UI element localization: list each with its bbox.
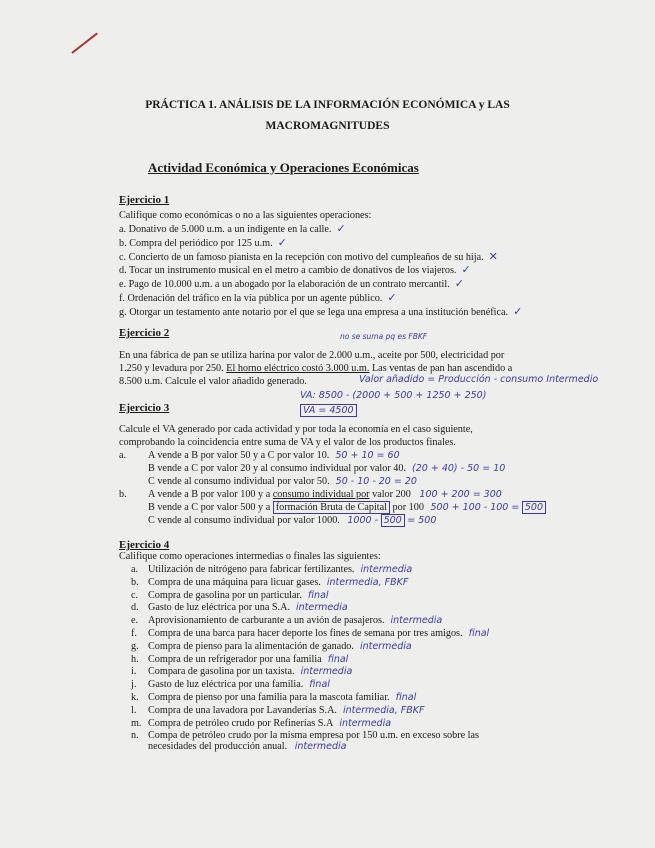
ej4-item-label: k. xyxy=(131,691,139,703)
list-item xyxy=(119,278,522,292)
list-item xyxy=(148,450,505,463)
ej4-item-label: h. xyxy=(131,653,139,665)
list-item xyxy=(131,564,489,577)
ej4-item-hw: final xyxy=(468,627,490,639)
ej3-a-text: A vende a B por valor 50 y a C por valor 10. xyxy=(148,450,330,461)
ej2-line3: 8.500 u.m. Calcule el valor añadido generado. xyxy=(119,376,307,387)
check-mark-icon: ✓ xyxy=(513,304,523,318)
ej3-b3-hw-a: 1000 - xyxy=(347,515,379,526)
check-mark-icon: ✓ xyxy=(277,235,287,249)
ej4-item-text: Compra de una barca para hacer deporte los fines de semana por tres amigos. xyxy=(148,627,463,639)
pencil-mark xyxy=(71,33,97,54)
ej2-line1 xyxy=(119,350,504,363)
ej4-n-cont-text: necesidades del producción anual. xyxy=(148,741,288,752)
ej1-item-text: g. Otorgar un testamento ante notario por el que se lega una empresa a una institución benéfica. xyxy=(119,306,509,318)
ej3-b2-hw: 500 + 100 - 100 = xyxy=(430,502,520,513)
ej1-item-text: b. Compra del periódico por 125 u.m. xyxy=(119,237,273,249)
ej4-item-text: Compra de gasolina por un particular. xyxy=(148,589,302,601)
ej1-item-text: e. Pago de 10.000 u.m. a un abogado por la elaboración de un contrato mercantil. xyxy=(119,279,450,291)
ej4-item-hw: intermedia xyxy=(296,602,348,614)
ej4-item-text: Compra de un refrigerador por una familia xyxy=(148,653,322,665)
ej4-item-hw: intermedia, FBKF xyxy=(326,576,409,588)
check-mark-icon: ✓ xyxy=(461,263,471,277)
list-item xyxy=(131,628,489,641)
ej3-b1-a: A vende a B por valor 100 y a xyxy=(148,489,273,500)
list-item xyxy=(131,679,489,692)
ej3-b3-hw-box: 500 xyxy=(381,514,405,527)
ej3-b2-boxed: formación Bruta de Capital xyxy=(273,501,390,514)
list-item xyxy=(131,654,489,667)
page-title-line2: MACROMAGNITUDES xyxy=(265,120,390,132)
ej1-item-text: d. Tocar un instrumento musical en el metro a cambio de donativos de los viajeros. xyxy=(119,265,457,277)
ej3-b2-hw-box: 500 xyxy=(522,501,546,514)
list-item xyxy=(131,641,489,654)
ej2-line1-b: de 2.000 u.m., aceite por 500, electricidad por xyxy=(317,350,505,361)
ej3-b1-b: valor 200 xyxy=(369,489,411,500)
check-mark-icon: ✓ xyxy=(454,277,464,291)
ej4-item-label: f. xyxy=(131,627,137,639)
ej3-a-hw: 50 - 10 - 20 = 20 xyxy=(335,475,417,487)
list-item xyxy=(119,264,522,278)
ej4-item-hw: final xyxy=(327,653,349,665)
ej2-note-top: no se suma pq es FBKF xyxy=(340,332,428,341)
list-item xyxy=(131,602,489,615)
ej3-b1-hw: 100 + 200 = 300 xyxy=(419,489,502,500)
ej1-item-text: f. Ordenación del tráfico en la vía pública por un agente público. xyxy=(119,292,383,304)
ej4-item-text: Compra de una máquina para licuar gases. xyxy=(148,576,321,588)
ej4-item-text: Compra de pienso para la alimentación de ganado. xyxy=(148,640,354,652)
check-mark-icon: ✓ xyxy=(336,222,346,235)
ej1-intro: Califique como económicas o no a las siguientes operaciones: xyxy=(119,210,372,221)
ej4-item-label: l. xyxy=(131,704,137,716)
ej2-hw-formula: Valor añadido = Producción - consumo Intermedio xyxy=(359,374,599,385)
ej3-b2-a: B vende a C por valor 500 y a xyxy=(148,502,273,513)
ej4-item-text: Aprovisionamiento de carburante a un avión de pasajeros. xyxy=(148,615,385,627)
ej4-item-text: Utilización de nitrógeno para fabricar fertilizantes. xyxy=(148,564,355,575)
ej3-a-label: a. xyxy=(119,450,127,461)
ej4-intro: Califique como operaciones intermedias o finales las siguientes: xyxy=(119,551,381,562)
ej4-item-label: j. xyxy=(131,679,137,691)
ej2-hw-result: VA = 4500 xyxy=(300,404,357,417)
list-item xyxy=(119,251,522,265)
ej3-intro1: Calcule el VA generado por cada actividad y por toda la economía en el caso siguiente, xyxy=(119,424,473,435)
list-item xyxy=(131,718,489,731)
ej4-heading: Ejercicio 4 xyxy=(119,539,170,551)
ej3-b2-b: por 100 xyxy=(389,502,424,513)
ej4-item-label: n. xyxy=(131,730,139,742)
ej2-hw-calc: VA: 8500 - (2000 + 500 + 1250 + 250) xyxy=(300,390,487,401)
ej3-a-list xyxy=(148,450,505,488)
ej1-heading: Ejercicio 1 xyxy=(119,194,170,206)
ej4-item-label: m. xyxy=(131,717,142,729)
ej4-item-text: Compra de petróleo crudo por Refinerías S.A xyxy=(148,717,334,729)
ej3-intro2: comprobando la coincidencia entre suma de VA y el valor de los productos finales. xyxy=(119,437,456,448)
ej2-line2-a: 1.250 y levadura por 250. xyxy=(119,363,227,374)
ej3-b3-hw-b: = 500 xyxy=(407,515,437,526)
list-item xyxy=(119,292,522,306)
list-item xyxy=(131,615,489,628)
ej4-item-hw: intermedia, FBKF xyxy=(342,704,425,716)
ej4-item-hw: intermedia xyxy=(300,666,353,678)
list-item xyxy=(131,666,489,679)
check-mark-icon: ✓ xyxy=(387,290,397,304)
ej1-list xyxy=(119,223,522,320)
list-item xyxy=(119,223,522,237)
ej3-a-hw: 50 + 10 = 60 xyxy=(335,450,400,461)
ej2-heading: Ejercicio 2 xyxy=(119,327,170,339)
ej3-heading: Ejercicio 3 xyxy=(119,402,170,414)
ej3-b2 xyxy=(148,502,546,515)
ej2-line2-b: Las ventas de pan han ascendido a xyxy=(369,363,513,374)
ej4-item-text: Gasto de luz eléctrica por una S.A. xyxy=(148,602,291,614)
ej2-line1-a: En una fábrica de pan se utiliza harina por valor xyxy=(119,350,315,361)
ej4-item-hw: intermedia xyxy=(390,615,443,627)
section-title: Actividad Económica y Operaciones Económicas xyxy=(148,160,419,175)
ej3-b-label: b. xyxy=(119,489,127,500)
ej4-item-hw: final xyxy=(307,589,329,601)
ej4-item-text: Compara de gasolina por un taxista. xyxy=(148,666,295,678)
ej2-line2-underlined: El horno eléctrico costó 3.000 u.m. xyxy=(226,363,370,374)
ej4-list xyxy=(131,564,489,743)
ej3-b3-text: C vende al consumo individual por valor 1000. xyxy=(148,515,340,526)
ej1-item-text: c. Concierto de un famoso pianista en la recepción con motivo del cumpleaños de su hija. xyxy=(119,251,484,263)
ej4-item-label: i. xyxy=(131,666,137,678)
ej4-item-label: e. xyxy=(131,615,139,627)
ej3-b1-underlined: consumo individual por xyxy=(272,489,370,500)
list-item xyxy=(119,306,522,320)
ej4-n-cont xyxy=(148,741,346,754)
ej4-item-hw: final xyxy=(309,679,330,691)
ej4-item-text: Compa de petróleo crudo por la misma empresa por 150 u.m. en exceso sobre las xyxy=(148,730,479,742)
ej4-item-label: d. xyxy=(131,602,139,614)
ej3-a-text: C vende al consumo individual por valor 50. xyxy=(148,475,330,487)
ej4-item-hw: final xyxy=(395,691,417,703)
page-title-line1: PRÁCTICA 1. ANÁLISIS DE LA INFORMACIÓN ECONÓMICA y LAS xyxy=(145,99,510,111)
ej4-item-hw: intermedia xyxy=(359,640,412,652)
ej4-item-label: b. xyxy=(131,576,139,588)
ej3-a-text: B vende a C por valor 20 y al consumo individual por valor 40. xyxy=(148,462,407,474)
ej4-item-label: a. xyxy=(131,564,139,575)
ej4-item-text: Compra de una lavadora por Lavanderías S.A. xyxy=(148,704,337,716)
ej4-item-label: g. xyxy=(131,640,139,652)
check-mark-icon: ✕ xyxy=(488,249,498,263)
ej3-b1 xyxy=(148,489,502,502)
ej4-item-label: c. xyxy=(131,589,139,601)
ej4-n-hw: intermedia xyxy=(294,741,347,752)
ej4-item-hw: intermedia xyxy=(339,717,392,729)
ej3-b3 xyxy=(148,515,436,528)
ej4-item-text: Compra de pienso por una familia para la mascota familiar. xyxy=(148,691,390,703)
ej3-a-hw: (20 + 40) - 50 = 10 xyxy=(412,462,506,474)
list-item xyxy=(131,590,489,603)
list-item xyxy=(148,476,505,489)
list-item xyxy=(131,705,489,718)
ej1-item-text: a. Donativo de 5.000 u.m. a un indigente en la calle. xyxy=(119,224,332,235)
ej4-item-text: Gasto de luz eléctrica por una familia. xyxy=(148,679,304,691)
ej4-item-hw: intermedia xyxy=(360,564,413,575)
list-item xyxy=(131,692,489,705)
list-item xyxy=(119,237,522,251)
list-item xyxy=(131,577,489,590)
list-item xyxy=(148,463,505,476)
